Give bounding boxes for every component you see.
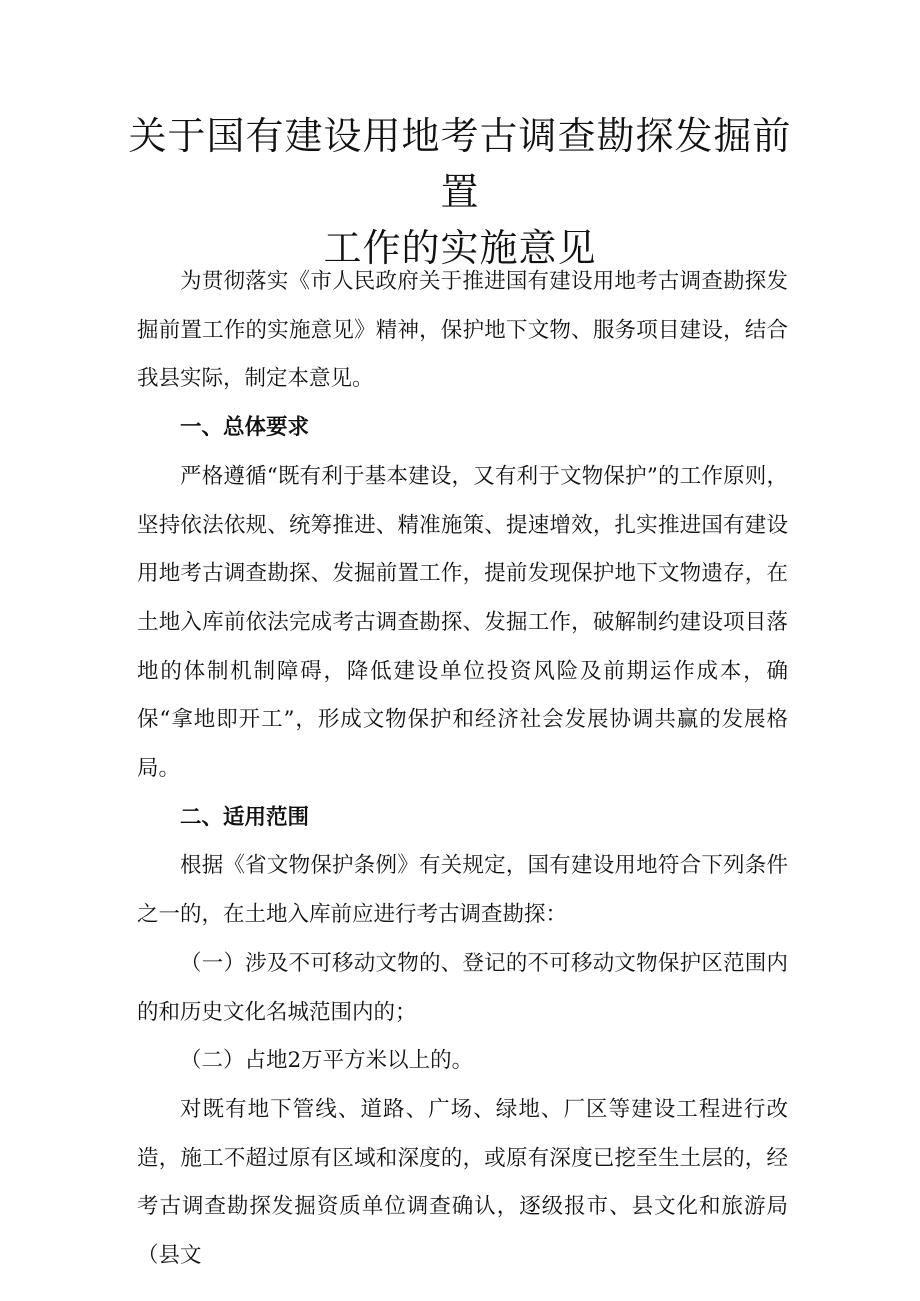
condition-item-1: （一）涉及不可移动文物的、登记的不可移动文物保护区范围内的和历史文化名城范围内的； bbox=[137, 950, 788, 1025]
intro-paragraph: 为贯彻落实《市人民政府关于推进国有建设用地考古调查勘探发掘前置工作的实施意见》精神，保护地下文物、服务项目建设，结合我县实际，制定本意见。 bbox=[137, 269, 788, 392]
section-2-paragraph: 根据《省文物保护条例》有关规定，国有建设用地符合下列条件之一的，在土地入库前应进行考古调查勘探： bbox=[137, 853, 788, 928]
section-1-paragraph: 严格遵循“既有利于基本建设，又有利于文物保护”的工作原则，坚持依法依规、统筹推进、精准施策、提速增效，扎实推进国有建设用地考古调查勘探、发掘前置工作，提前发现保护地下文物遗存，在土地入库前依法完成考古调查勘探、发掘工作，破解制约建设项目落地的体制机制障碍，降低建设单位投资风险及前期运作成本，确保“拿地即开工”，形成文物保护和经济社会发展协调共赢的发展格局。 bbox=[137, 463, 788, 782]
condition-item-2: （二）占地2万平方米以上的。 bbox=[180, 1048, 474, 1074]
section-2-heading: 二、适用范围 bbox=[180, 804, 310, 830]
section-2-paragraph-2: 对既有地下管线、道路、广场、绿地、厂区等建设工程进行改造，施工不超过原有区域和深度的，或原有深度已挖至生土层的，经考古调查勘探发掘资质单位调查确认，逐级报市、县文化和旅游局（县文 bbox=[137, 1096, 788, 1269]
title-line-1: 关于国有建设用地考古调查勘探发掘前置 bbox=[128, 114, 792, 214]
section-1-heading: 一、总体要求 bbox=[180, 415, 310, 441]
document-title bbox=[120, 108, 800, 276]
title-line-2: 工作的实施意见 bbox=[323, 226, 597, 270]
document-body bbox=[137, 258, 788, 1281]
